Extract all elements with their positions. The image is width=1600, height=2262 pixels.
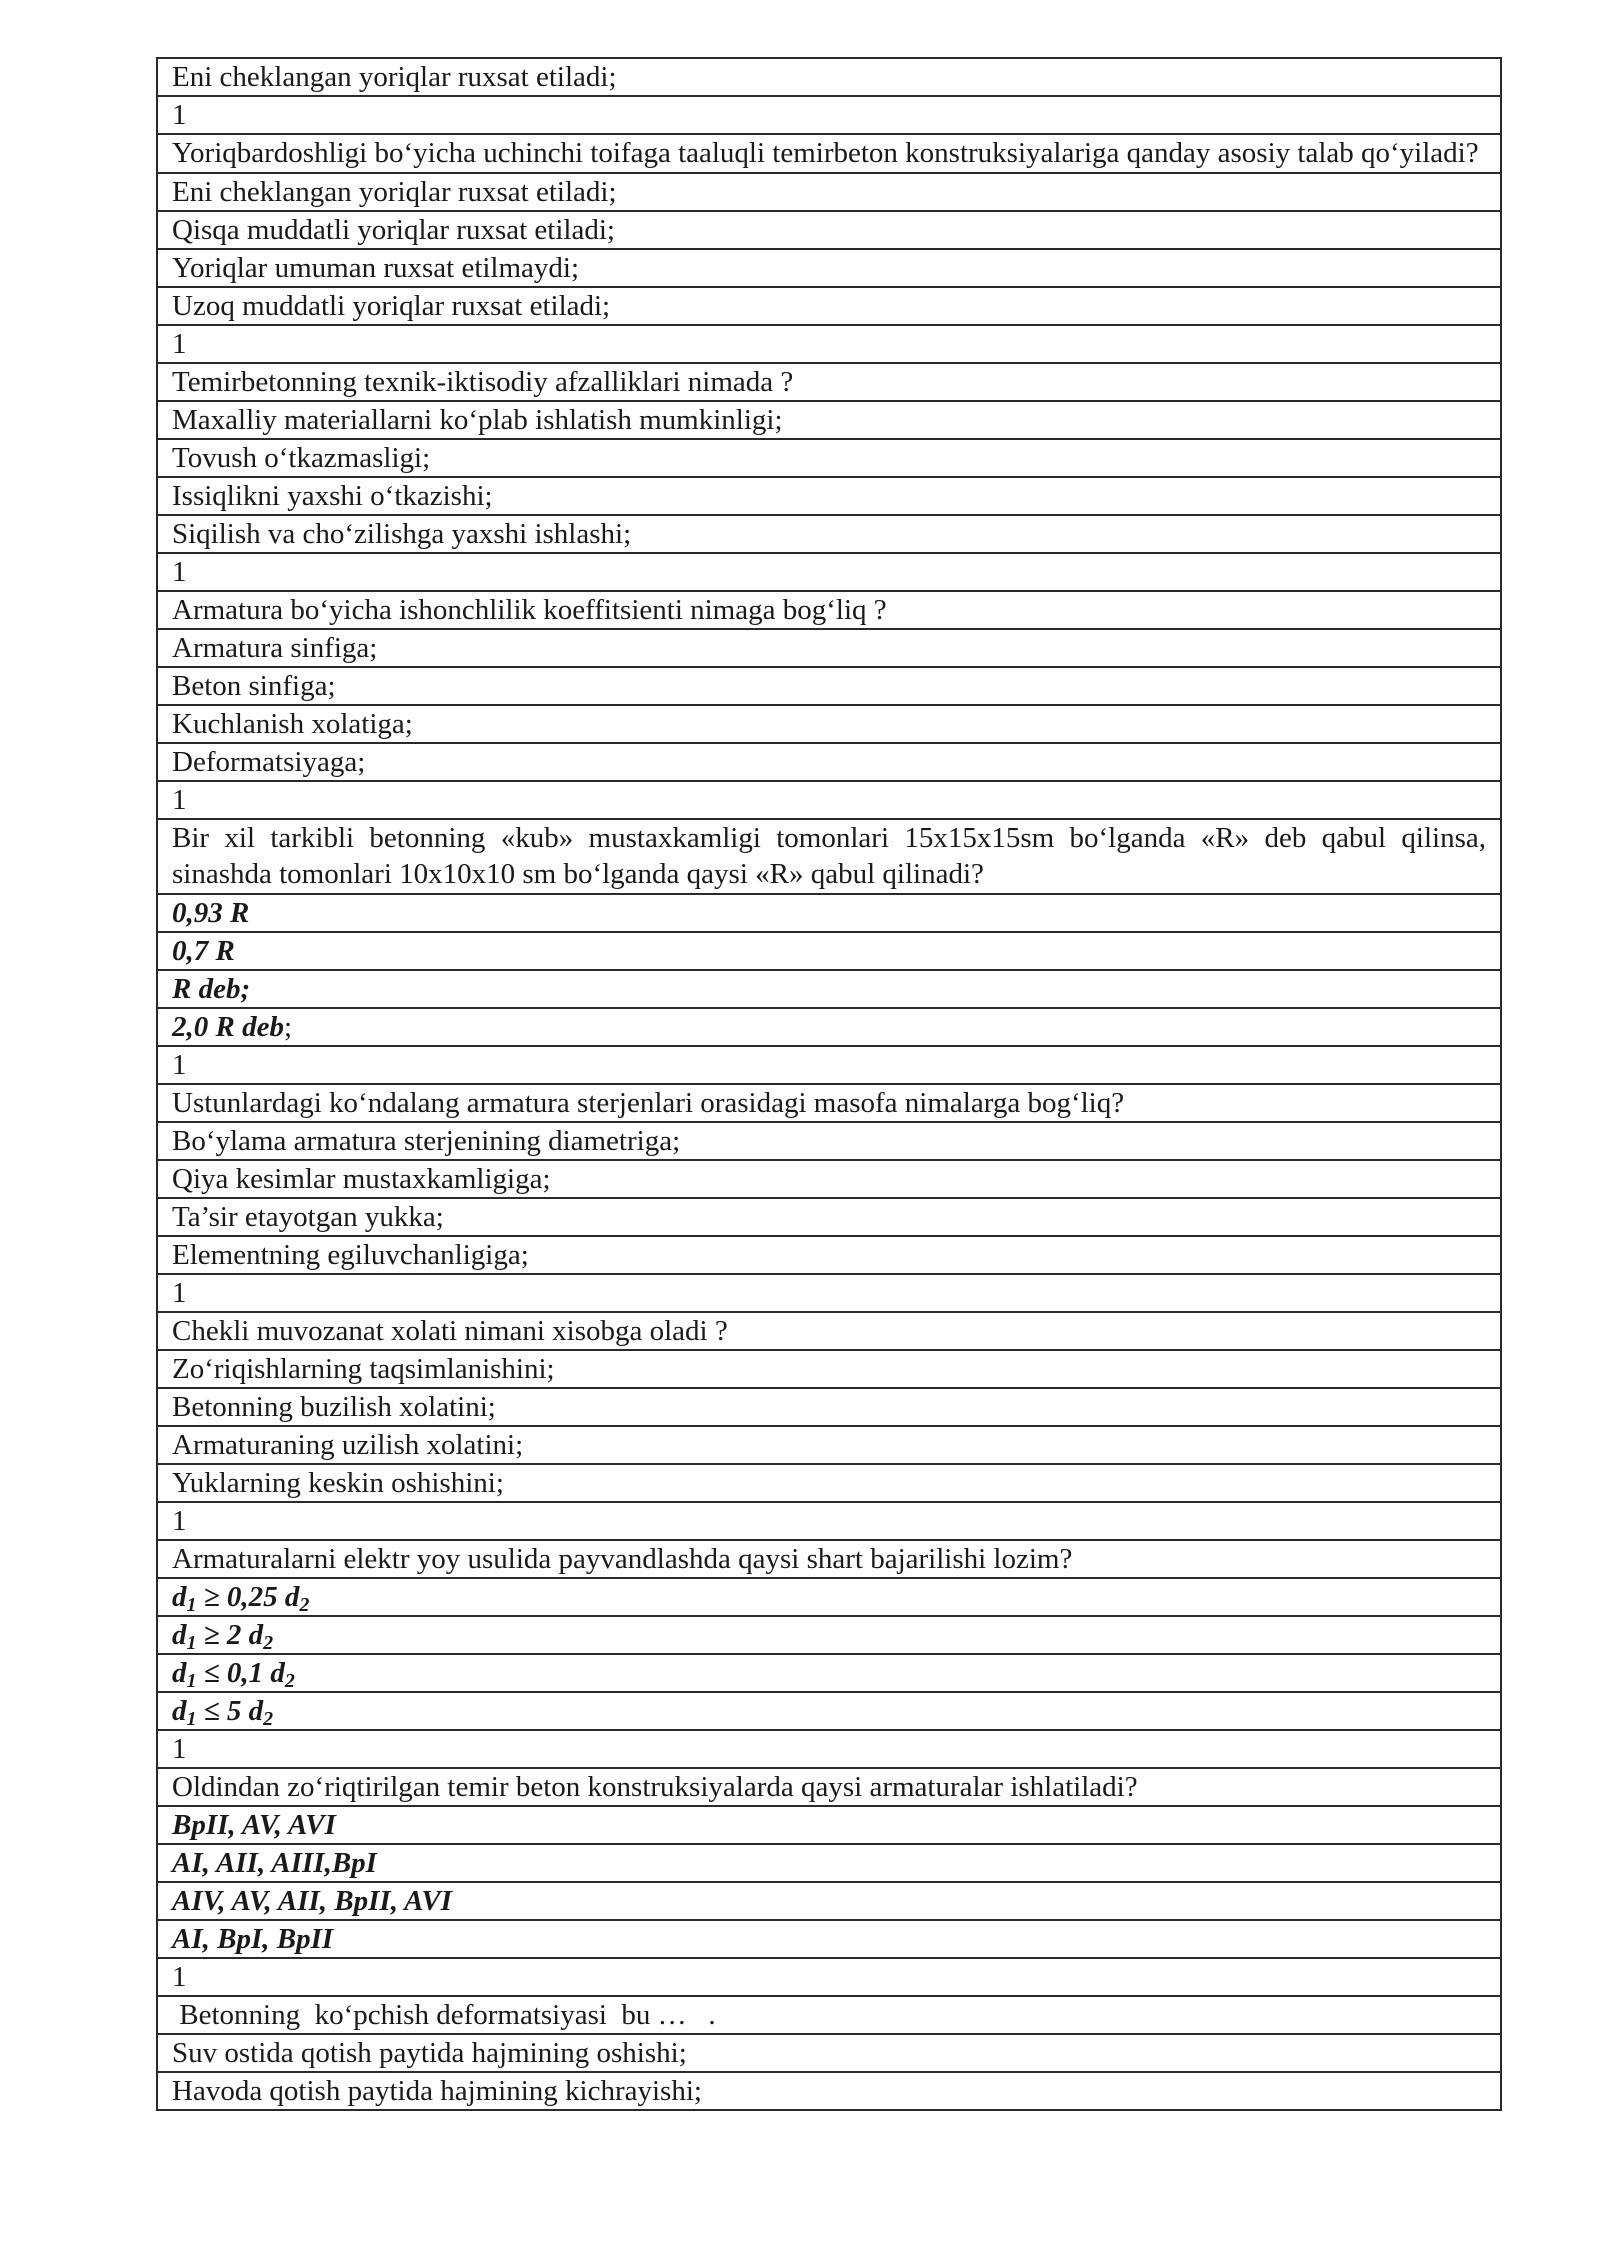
answer-option: AIV, AV, AII, BpII, AVI	[157, 1882, 1501, 1920]
table-row	[157, 96, 1501, 134]
formula-sub-2: 2	[284, 1669, 295, 1692]
table-row	[157, 211, 1501, 249]
answer-option: Issiqlikni yaxshi o‘tkazishi;	[157, 477, 1501, 515]
table-row	[157, 743, 1501, 781]
table-row	[157, 1844, 1501, 1882]
question-number: 1	[157, 1958, 1501, 1996]
table-row	[157, 1046, 1501, 1084]
answer-option: Uzoq muddatli yoriqlar ruxsat etiladi;	[157, 287, 1501, 325]
formula-operator: ≤ 5	[196, 1694, 249, 1727]
answer-option	[157, 1654, 1501, 1692]
answer-option: Ta’sir etayotgan yukka;	[157, 1198, 1501, 1236]
answer-option	[157, 1008, 1501, 1046]
answer-option: Eni cheklangan yoriqlar ruxsat etiladi;	[157, 58, 1501, 96]
table-row	[157, 894, 1501, 932]
formula-d1: d	[172, 1694, 187, 1727]
table-row	[157, 2034, 1501, 2072]
table-row	[157, 515, 1501, 553]
table-row	[157, 439, 1501, 477]
question-number: 1	[157, 1046, 1501, 1084]
table-row	[157, 249, 1501, 287]
table-row	[157, 1426, 1501, 1464]
formula-d1: d	[172, 1618, 187, 1651]
formula-d1: d	[172, 1656, 187, 1689]
question-text: Bir xil tarkibli betonning «kub» mustaxkamligi tomonlari 15x15x15sm bo‘lganda «R» deb qabul qilinsa, sinashda tomonlari 10x10x10 sm bo‘lganda qaysi «R» qabul qilinadi?	[157, 819, 1501, 894]
table-row	[157, 2072, 1501, 2110]
answer-option: BpII, AV, AVI	[157, 1806, 1501, 1844]
formula-sub-1: 1	[186, 1593, 197, 1616]
answer-option: Havoda qotish paytida hajmining kichrayishi;	[157, 2072, 1501, 2110]
table-row	[157, 705, 1501, 743]
question-number: 1	[157, 1502, 1501, 1540]
formula-d2: d	[284, 1580, 300, 1613]
table-row	[157, 1540, 1501, 1578]
table-row	[157, 173, 1501, 211]
question-text: Oldindan zo‘riqtirilgan temir beton konstruksiyalarda qaysi armaturalar ishlatiladi?	[157, 1768, 1501, 1806]
table-row	[157, 1236, 1501, 1274]
answer-option: AI, BpI, BpII	[157, 1920, 1501, 1958]
answer-option-text: 2,0 R deb	[172, 1010, 284, 1043]
answer-option: Armaturaning uzilish xolatini;	[157, 1426, 1501, 1464]
formula-d2: d	[248, 1618, 264, 1651]
table-row	[157, 970, 1501, 1008]
answer-option: Qiya kesimlar mustaxkamligiga;	[157, 1160, 1501, 1198]
answer-option: Eni cheklangan yoriqlar ruxsat etiladi;	[157, 173, 1501, 211]
formula-operator: ≤ 0,1	[196, 1656, 271, 1689]
formula-sub-2: 2	[263, 1631, 274, 1654]
document-page	[156, 57, 1502, 2111]
answer-option: 0,7 R	[157, 932, 1501, 970]
table-row	[157, 781, 1501, 819]
answer-option: Maxalliy materiallarni ko‘plab ishlatish mumkinligi;	[157, 401, 1501, 439]
table-row	[157, 477, 1501, 515]
table-row	[157, 667, 1501, 705]
question-text: Betonning ko‘pchish deformatsiyasi bu … .	[157, 1996, 1501, 2034]
formula-d2: d	[270, 1656, 285, 1689]
question-text: Yoriqbardoshligi bo‘yicha uchinchi toifaga taaluqli temirbeton konstruksiyalariga qanday asosiy talab qo‘yiladi?	[157, 134, 1501, 173]
table-row	[157, 1122, 1501, 1160]
answer-option	[157, 1616, 1501, 1654]
answer-option: Betonning buzilish xolatini;	[157, 1388, 1501, 1426]
answer-option: Suv ostida qotish paytida hajmining oshishi;	[157, 2034, 1501, 2072]
answer-option: 0,93 R	[157, 894, 1501, 932]
table-row	[157, 1654, 1501, 1692]
answer-option	[157, 1578, 1501, 1616]
question-text: Armaturalarni elektr yoy usulida payvandlashda qaysi shart bajarilishi lozim?	[157, 1540, 1501, 1578]
question-number: 1	[157, 1730, 1501, 1768]
question-text: Ustunlardagi ko‘ndalang armatura sterjenlari orasidagi masofa nimalarga bog‘liq?	[157, 1084, 1501, 1122]
answer-option	[157, 1692, 1501, 1730]
table-row	[157, 325, 1501, 363]
formula-operator: ≥ 0,25	[196, 1580, 285, 1613]
table-row	[157, 1882, 1501, 1920]
answer-option: Deformatsiyaga;	[157, 743, 1501, 781]
table-row	[157, 553, 1501, 591]
formula-d2: d	[248, 1694, 264, 1727]
answer-option: R deb;	[157, 970, 1501, 1008]
table-row	[157, 1692, 1501, 1730]
formula-sub-1: 1	[186, 1631, 197, 1654]
answer-option: Kuchlanish xolatiga;	[157, 705, 1501, 743]
table-row	[157, 591, 1501, 629]
table-row	[157, 1160, 1501, 1198]
answer-option: Bo‘ylama armatura sterjenining diametriga;	[157, 1122, 1501, 1160]
question-number: 1	[157, 1274, 1501, 1312]
table-row	[157, 1388, 1501, 1426]
answer-option: Zo‘riqishlarning taqsimlanishini;	[157, 1350, 1501, 1388]
table-row	[157, 363, 1501, 401]
table-row	[157, 1616, 1501, 1654]
table-row	[157, 1350, 1501, 1388]
answer-option: Yuklarning keskin oshishini;	[157, 1464, 1501, 1502]
table-row	[157, 1274, 1501, 1312]
table-row	[157, 1920, 1501, 1958]
table-row	[157, 1084, 1501, 1122]
question-text: Temirbetonning texnik-iktisodiy afzalliklari nimada ?	[157, 363, 1501, 401]
answer-option: Yoriqlar umuman ruxsat etilmaydi;	[157, 249, 1501, 287]
table-row	[157, 1312, 1501, 1350]
table-row	[157, 401, 1501, 439]
table-row	[157, 1198, 1501, 1236]
table-row	[157, 819, 1501, 894]
answer-option-suffix: ;	[283, 1010, 293, 1043]
answer-option: Qisqa muddatli yoriqlar ruxsat etiladi;	[157, 211, 1501, 249]
table-row	[157, 1958, 1501, 1996]
answer-option: Elementning egiluvchanligiga;	[157, 1236, 1501, 1274]
formula-operator: ≥ 2	[196, 1618, 249, 1651]
answer-option: Siqilish va cho‘zilishga yaxshi ishlashi;	[157, 515, 1501, 553]
answer-option: Tovush o‘tkazmasligi;	[157, 439, 1501, 477]
question-text: Armatura bo‘yicha ishonchlilik koeffitsienti nimaga bog‘liq ?	[157, 591, 1501, 629]
formula-sub-2: 2	[299, 1593, 310, 1616]
question-number: 1	[157, 325, 1501, 363]
table-row	[157, 1502, 1501, 1540]
formula-sub-1: 1	[186, 1669, 197, 1692]
table-row	[157, 1008, 1501, 1046]
table-row	[157, 1730, 1501, 1768]
table-row	[157, 1806, 1501, 1844]
table-row	[157, 629, 1501, 667]
question-number: 1	[157, 96, 1501, 134]
question-number: 1	[157, 553, 1501, 591]
question-table	[156, 57, 1502, 2111]
table-row	[157, 58, 1501, 96]
answer-option: Armatura sinfiga;	[157, 629, 1501, 667]
formula-sub-1: 1	[186, 1707, 197, 1730]
table-row	[157, 1768, 1501, 1806]
answer-option: AI, AII, AIII,BpI	[157, 1844, 1501, 1882]
table-row	[157, 932, 1501, 970]
table-row	[157, 134, 1501, 173]
question-text: Chekli muvozanat xolati nimani xisobga oladi ?	[157, 1312, 1501, 1350]
table-row	[157, 1578, 1501, 1616]
table-row	[157, 1464, 1501, 1502]
table-row	[157, 1996, 1501, 2034]
question-number: 1	[157, 781, 1501, 819]
formula-sub-2: 2	[263, 1707, 274, 1730]
formula-d1: d	[172, 1580, 187, 1613]
answer-option: Beton sinfiga;	[157, 667, 1501, 705]
table-row	[157, 287, 1501, 325]
